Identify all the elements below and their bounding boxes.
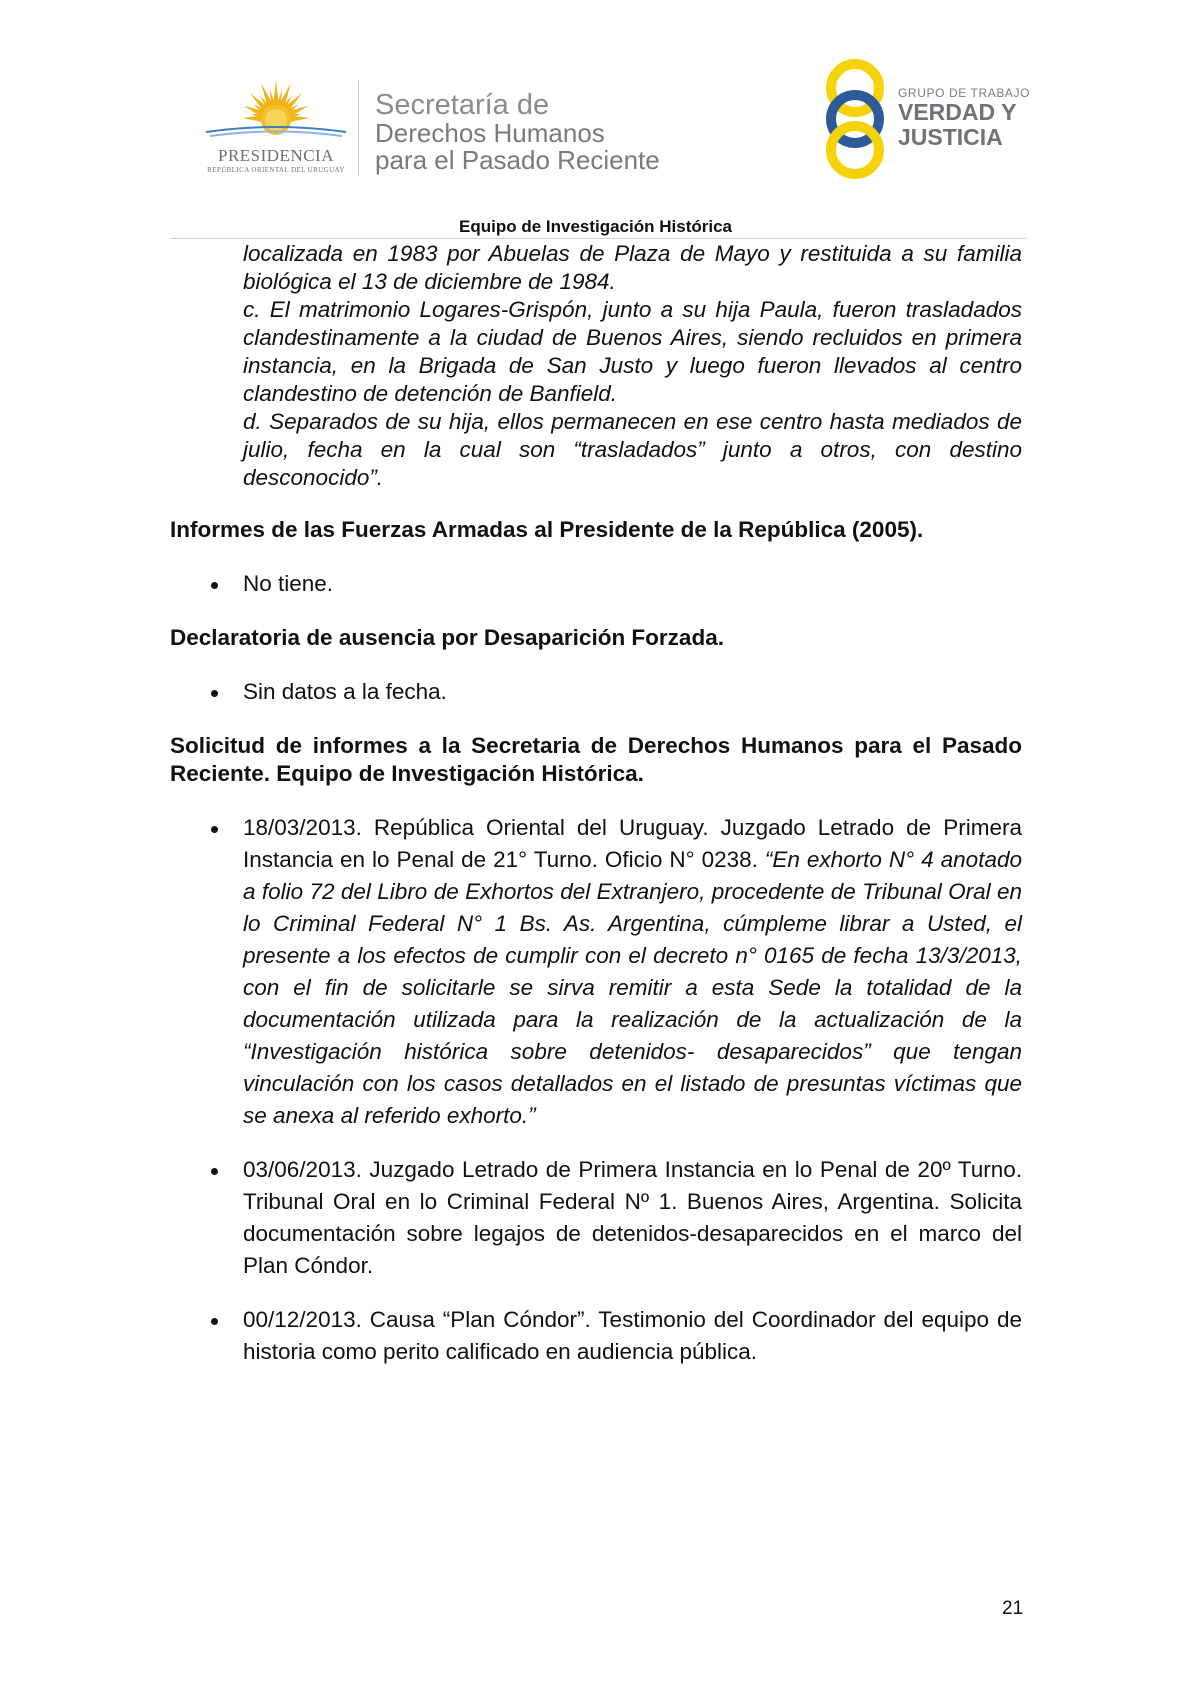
secretaria-line-3: para el Pasado Reciente — [375, 145, 660, 175]
list-item-text: 03/06/2013. Juzgado Letrado de Primera Instancia en lo Penal de 20º Turno. Tribunal Oral en lo Criminal Federal Nº 1. Buenos Aires, Argentina. Solicita documentación sobre legajos de detenidos-desaparecidos en el marco del Plan Cóndor. — [243, 1157, 1022, 1278]
logo-divider — [358, 80, 359, 176]
page-header — [0, 0, 1191, 240]
team-title: Equipo de Investigación Histórica — [459, 217, 732, 236]
bullet-list-fuerzas-armadas — [170, 568, 1022, 600]
presidencia-subtitle: REPÚBLICA ORIENTAL DEL URUGUAY — [207, 166, 345, 174]
verdad-justicia-rings-icon — [820, 58, 890, 180]
list-item — [170, 1304, 1022, 1368]
list-item-text: Sin datos a la fecha. — [243, 679, 447, 704]
presidencia-logo — [196, 78, 356, 178]
bullet-list-solicitudes — [170, 812, 1022, 1368]
list-item-text: 00/12/2013. Causa “Plan Cóndor”. Testimonio del Coordinador del equipo de historia como perito calificado en audiencia pública. — [243, 1307, 1022, 1364]
list-item-text: 18/03/2013. República Oriental del Uruguay. Juzgado Letrado de Primera Instancia en lo Penal de 21° Turno. Oficio N° 0238. — [243, 815, 1022, 872]
list-item-text: No tiene. — [243, 571, 334, 596]
list-item — [170, 676, 1022, 708]
grupo-de-trabajo-label: GRUPO DE TRABAJO — [898, 86, 1031, 100]
header-rule — [170, 238, 1026, 239]
list-item — [170, 812, 1022, 1132]
verdad-justicia-logotype — [898, 86, 1030, 150]
list-item-quote: “En exhorto N° 4 anotado a folio 72 del Libro de Exhortos del Extranjero, procedente de Tribunal Oral en lo Criminal Federal N° 1 Bs. As. Argentina, cúmpleme librar a Usted, el presente a los efectos de cumplir con el decreto n° 0165 de fecha 13/3/2013, con el fin de solicitarle se sirva remitir a esta Sede la totalidad de la documentación utilizada para la realización de la actualización de la “Investigación histórica sobre detenidos- desaparecidos” que tengan vinculación con los casos detallados en el listado de presuntas víctimas que se anexa al referido exhorto.” — [243, 847, 1022, 1128]
bullet-icon — [211, 826, 218, 833]
section-heading-fuerzas-armadas: Informes de las Fuerzas Armadas al Presidente de la República (2005). — [170, 517, 924, 542]
presidencia-label: PRESIDENCIA — [217, 146, 334, 165]
bullet-icon — [211, 582, 218, 589]
bullet-icon — [211, 1168, 218, 1175]
paragraph-c: c. El matrimonio Logares-Grispón, junto a su hija Paula, fueron trasladados clandestinamente a la ciudad de Buenos Aires, siendo recluidos en primera instancia, en la Brigada de San Justo y luego fueron llevados al centro clandestino de detención de Banfield. — [243, 297, 1022, 406]
list-item — [170, 1154, 1022, 1282]
justicia-label: JUSTICIA — [898, 124, 1003, 150]
italic-quote-block — [243, 240, 1022, 492]
document-body — [170, 240, 1022, 1368]
page-number: 21 — [1002, 1598, 1024, 1619]
bullet-icon — [211, 690, 218, 697]
list-item — [170, 568, 1022, 600]
sun-emblem-icon — [196, 78, 356, 144]
bullet-icon — [211, 1318, 218, 1325]
secretaria-logotype — [375, 90, 660, 174]
section-heading-declaratoria: Declaratoria de ausencia por Desaparición Forzada. — [170, 625, 724, 650]
secretaria-line-2: Derechos Humanos — [375, 118, 605, 148]
secretaria-line-1: Secretaría de — [375, 89, 550, 121]
verdad-y-label: VERDAD Y — [898, 99, 1017, 125]
paragraph-continuation: localizada en 1983 por Abuelas de Plaza de Mayo y restituida a su familia biológica el 13 de diciembre de 1984. — [243, 241, 1022, 294]
bullet-list-declaratoria — [170, 676, 1022, 708]
section-heading-solicitud: Solicitud de informes a la Secretaria de Derechos Humanos para el Pasado Reciente. Equipo de Investigación Histórica. — [170, 733, 1022, 786]
paragraph-d: d. Separados de su hija, ellos permanecen en ese centro hasta mediados de julio, fecha en la cual son “trasladados” junto a otros, con destino desconocido”. — [243, 409, 1022, 490]
